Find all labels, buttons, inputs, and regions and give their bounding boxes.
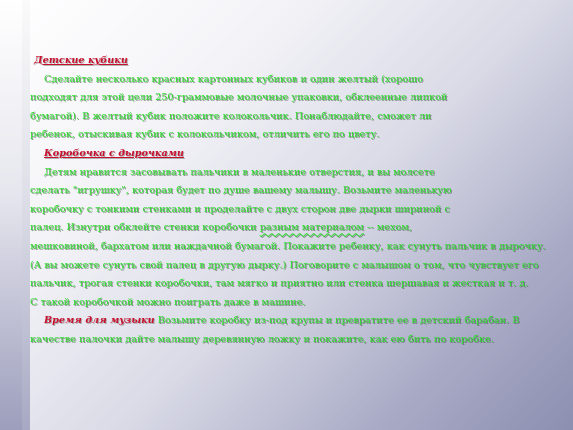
paragraph-line: мешковиной, бархатом или наждачной бумагой. Покажите ребенку, как сунуть пальчик в дырочку. [30, 240, 546, 252]
paragraph-line: сделать "игрушку", которая будет по душе вашему малышу. Возьмите маленькую [30, 185, 452, 197]
document-body [30, 52, 565, 350]
music-paragraph-first-line [30, 312, 565, 331]
paragraph-line: подходят для этой цели 250-граммовые молочные упаковки, обклеенные липкой [30, 92, 448, 104]
paragraph-line: (А вы можете сунуть свой палец в другую дырку.) Поговорите с малышом о том, что чувствует его [30, 259, 539, 271]
paragraph-line: качестве палочки дайте малышу деревянную ложку и покажите, как ею бить по коробке. [30, 333, 494, 345]
paragraph-line: коробочку с тонкими стенками и проделайте с двух сторон две дырки шириной с [30, 203, 450, 215]
paragraph-line: пальчик, трогая стенки коробочки, там мягко и приятно или стенка шершавая и жесткая и т. д. [30, 278, 529, 290]
paragraph-text: палец. Изнутри обклейте стенки коробочки [30, 222, 260, 234]
paragraph-line: С такой коробочкой можно поиграть даже в машине. [30, 296, 306, 308]
paragraph-line: ребенок, отыскивая кубик с колокольчиком, отличить его по цвету. [30, 129, 380, 141]
paragraph-line: бумагой). В желтый кубик положите колокольчик. Понаблюдайте, сможет ли [30, 110, 432, 122]
spellcheck-underlined-text: разным материалом [259, 222, 364, 234]
section-heading-cubes: Детские кубики [34, 55, 128, 66]
left-edge-band-inner [22, 0, 30, 430]
paragraph-line: Сделайте несколько красных картонных кубиков и один желтый (хорошо [44, 73, 423, 85]
paragraph-text: -- мехом, [363, 222, 412, 234]
section-heading-row [30, 52, 565, 71]
section-heading-row [30, 145, 565, 164]
paragraph-line: Детям нравится засовывать пальчики в маленькие отверстия, и вы молсете [44, 166, 435, 178]
section-heading-box-with-holes: Коробочка с дырочками [44, 147, 184, 159]
section-heading-music-time: Время для музыки [44, 315, 155, 327]
left-edge-band [0, 0, 22, 430]
paragraph-line [30, 219, 565, 238]
paragraph-text: Возьмите коробку из-под крупы и превратите ее в детский барабан. В [154, 315, 520, 327]
